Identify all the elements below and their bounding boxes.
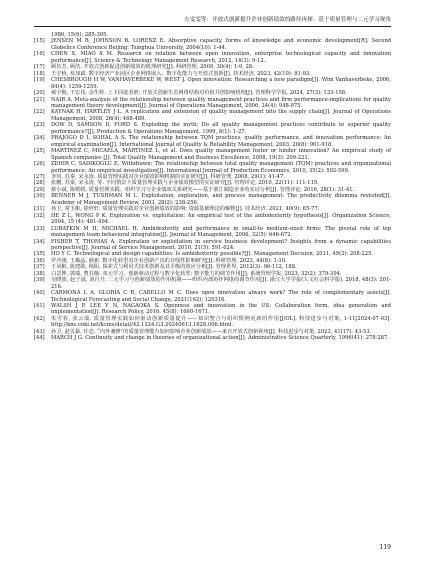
reference-number: [43] [34, 328, 45, 335]
reference-text: 蔡小斌, 陈媛媛. 质量管理实践、组织学习与企业绩效关系研究——基于浙江制造企业的实证分析[J]. 管理评论, 2016, 28(1): 31-41. [51, 186, 355, 193]
reference-number: [39] [34, 277, 45, 284]
reference-number: [21] [34, 96, 45, 103]
reference-item [34, 148, 391, 161]
page-number: 119 [379, 544, 391, 551]
reference-text: CARMONA L A, GLORIA C R, CABELLO M C. Does open innovation always work? The role of complementary assets[J]. Technological Forecasting and Social Change, 2021(162): 120316. [51, 290, 391, 303]
reference-text: 孙卫, 常玉彬, 徐梓轩. 质量管理实践对企业创新绩效的影响: 资源基础理论的解释[J]. 技术经济, 2021, 40(9): 65-77. [51, 206, 320, 213]
reference-text: 郝宇梅, 王宏伟, 余生辉. 上下同欲者胜: 开放式创新生态网络结构对价值共创影响机理[J]. 管理科学学报, 2024, 27(3): 133-158. [51, 90, 347, 97]
reference-text: ZEHIR C, SADIKOGLU E. Withdrawn: The relationship between total quality management (TQM) practices and organizational performance: An empirical investigation[J]. International Journal of Production Economics, 2010, 35(2): 592-599. [51, 161, 391, 174]
reference-number: [41] [34, 303, 45, 310]
reference-item [34, 239, 391, 252]
reference-number: [34] [34, 238, 45, 245]
reference-item [34, 51, 391, 64]
reference-text: HO Y C. Technological and design capabilities: Is ambidexterity possible?[J]. Management Decision, 2011, 49(2): 208-225. [51, 251, 374, 258]
reference-number: [15] [34, 38, 45, 45]
reference-item [34, 193, 391, 206]
reference-text: CHEN X, MIAO X M. Research on relation between open innovation, enterprise technological capacity and innovation performance[J]. Science & Technology Management Research, 2012, 14(3): 9-12. [51, 51, 391, 64]
reference-list [34, 32, 391, 342]
reference-text: WALSH J P, LEE Y N, NAGAOKA S. Openness and innovation in the US: Collaboration form, idea generation and implementation[J]. Research Policy, 2016, 45(8): 1660-1671. [51, 303, 391, 316]
reference-text: 罗庆刚, 王森晶, 耿新. 数字化转型对企业创新产出的非线性影响研究[J]. 科研管理, 2023, 44(8): 1-10. [51, 257, 287, 264]
reference-number: [27] [34, 173, 45, 180]
reference-text: FISHER T, THOMAS A. Exploration or exploitation in service business development? Insights from a dynamic capabilities perspective[J]. Journal of Service Management, 2010, 21(5): 591-624. [51, 238, 391, 251]
reference-number: [36] [34, 257, 45, 264]
reference-text: BENNER M J, TUSHMAN M L. Exploitation, exploration, and process management: The productivity dilemma revisited[J]. Academy of Management Review, 2003, 28(2): 238-256. [51, 193, 391, 206]
reference-text: MARTINEZ C, MICAELA, MARTINEZ L, et al. Does quality management foster or hinder innovation? An empirical study of Spanish companies [J]. Total Quality Management and Business Excellence, 2008, 19(3): 209-221. [51, 148, 391, 161]
reference-number: [38] [34, 270, 45, 277]
reference-text: CHESBROUGH H W, VANHAVERBEKE W, WEST J. Open innovation: Researching a new paradigm[J]. Wim Vanhaverbeke, 2006, 84(4): 1259-1259. [51, 77, 391, 90]
reference-item [34, 303, 391, 316]
reference-text: 王凤彬, 陈建勋, 杨阳. 探索式与利用式技术创新及其平衡的效应分析[J]. 管理世界, 2012(3): 96-112, 188. [51, 264, 297, 271]
reference-item [34, 122, 391, 135]
reference-text: 吴晓波, 赵子溢, 刘自升. 二元学习与创新绩效的作用机制——组织内部协作网络的调节作用[J]. 浙江大学学报(人文社会科学版), 2018, 48(3): 201-216. [51, 277, 391, 290]
reference-number: [40] [34, 290, 45, 297]
reference-number: [37] [34, 264, 45, 271]
reference-text: 李钊, 苏秦, 宋永涛. 质量管理实践对企业绩效影响机制的实证研究[J]. 科研管理, 2008, 29(1): 41-47. [51, 173, 285, 180]
running-header: 方雯雯等：开放式创新提升企业创新绩效的路径再探：基于质量管理与二元学习视角 [184, 17, 391, 23]
reference-number: [42] [34, 315, 45, 322]
reference-number: [28] [34, 180, 45, 187]
reference-text: NAIR A. Meta-analysis of the relationship between quality management practices and firm performance-implications for quality management theory development[J]. Journal of Operations Management, 2006, 24(4): 948-975. [51, 96, 391, 109]
reference-item [34, 335, 391, 341]
reference-number: [18] [34, 70, 45, 77]
reference-text: 王宇桥, 易加斌. 数字经济产业园区企业网络嵌入、数字化能力与开放式创新[J]. 技术经济, 2023, 42(10): 81-93. [51, 70, 311, 77]
reference-number: [33] [34, 225, 45, 232]
header-rule [34, 26, 391, 27]
reference-item [34, 277, 391, 290]
reference-text: HE Z L, WONG P K. Exploration vs. exploitation: An empirical test of the ambidexterity hypothesis[J]. Organization Science, 2004, 15 (4): 481-494. [51, 212, 391, 226]
reference-text: KAYNAK H, HARTLEY J L. A replication and extension of quality management into the supply chain[J]. Journal of Operations Management, 2008, 26(4): 468-489. [51, 109, 391, 122]
reference-text: 朱雪春, 张云瑞. 质量管理实践如何驱动创新质量提升——知识整合与组织惯例更新的作用[J/OL]. 科技进步与对策, 1-11[2024-07-03]. http://kns.cnki.net/kcms/detail/42.1224.G3.20240613.1828.006.html. [51, 315, 391, 329]
reference-number: [35] [34, 251, 45, 258]
reference-number: [32] [34, 212, 45, 219]
reference-item [34, 161, 391, 174]
reference-item [34, 135, 391, 148]
reference-item [34, 77, 391, 90]
reference-number: [31] [34, 206, 45, 213]
reference-text: PRAJOGO D I, SOHAL A S. The relationship between TQM practices, quality performance, and innovation performance: An empirical examination[J]. International Journal of Quality & Reliability Management, 2003, 20(8): 901-918. [51, 135, 391, 148]
reference-text: DOW D, SAMSON D, FORD S. Exploding the myth; Do all quality management practices contribute to superior quality performance?[J]. Production & Operations Management, 1999, 8(1): 1-27. [51, 122, 391, 135]
reference-text: 白景坤, 郭瑞, 曹芬薇. 双元学习、创新驱动过程与数字化转型: 数字能力的调节作用[J]. 系统管理学报, 2023, 32(2): 379-394. [51, 270, 342, 277]
reference-number: [16] [34, 51, 45, 58]
reference-text: MARCH J G. Continuity and change in theories of organizational action[J]. Administrative Science Quarterly, 1996(41): 278-287. [51, 335, 389, 342]
reference-item [34, 316, 391, 329]
reference-number: [29] [34, 186, 45, 193]
reference-item [34, 290, 391, 303]
reference-text: 张鹏, 苏秦, 宋永涛, 等. 不同情景下质量管理实践与企业绩效模型的实证研究[J]. 管理评论, 2010, 22(11): 111-119. [51, 180, 319, 187]
reference-item [34, 226, 391, 239]
reference-number: [23] [34, 122, 45, 129]
reference-number: [22] [34, 109, 45, 116]
reference-number: [26] [34, 161, 45, 168]
reference-number: [24] [34, 135, 45, 142]
reference-continuation: 1986, 15(6): 285-305. [51, 32, 109, 38]
reference-number: [25] [34, 148, 45, 155]
reference-number: [30] [34, 193, 45, 200]
reference-item [34, 97, 391, 110]
reference-number: [20] [34, 90, 45, 97]
reference-number: [44] [34, 335, 45, 342]
reference-text: JENSEN M B, JOHNSON B, LORENZ E. Absorptive capacity, forms of knowledge and economic development[R]. Second Globelics Conference Beijing: Tsinghua University, 2004(10): 1-44. [51, 38, 391, 51]
reference-text: 顾伍芳, 顾浩. 开放式创新促进创新绩效的机理研究[J]. 科研管理, 2009, 30(4): 1-9, 28. [51, 64, 254, 71]
reference-item [34, 109, 391, 122]
reference-text: LUBATKIN M H, MICHAEL H. Ambidexterity and performance in small-to medium-sized firms: The pivotal role of top management team behavioral integration[J]. Journal of Management, 2006, 32(5): 646-672. [51, 225, 391, 239]
reference-item [34, 213, 391, 226]
reference-text: 孙卫, 赵贝暴, 任忠. “内外兼修”的质量管理能力如何影响企业创新绩效——来自开放式创新视角[J]. 科技进步与对策, 2023, 41(17): 43-53. [51, 328, 372, 335]
reference-item [34, 38, 391, 51]
reference-items [34, 38, 391, 341]
reference-number: [19] [34, 77, 45, 84]
reference-number: [17] [34, 64, 45, 71]
